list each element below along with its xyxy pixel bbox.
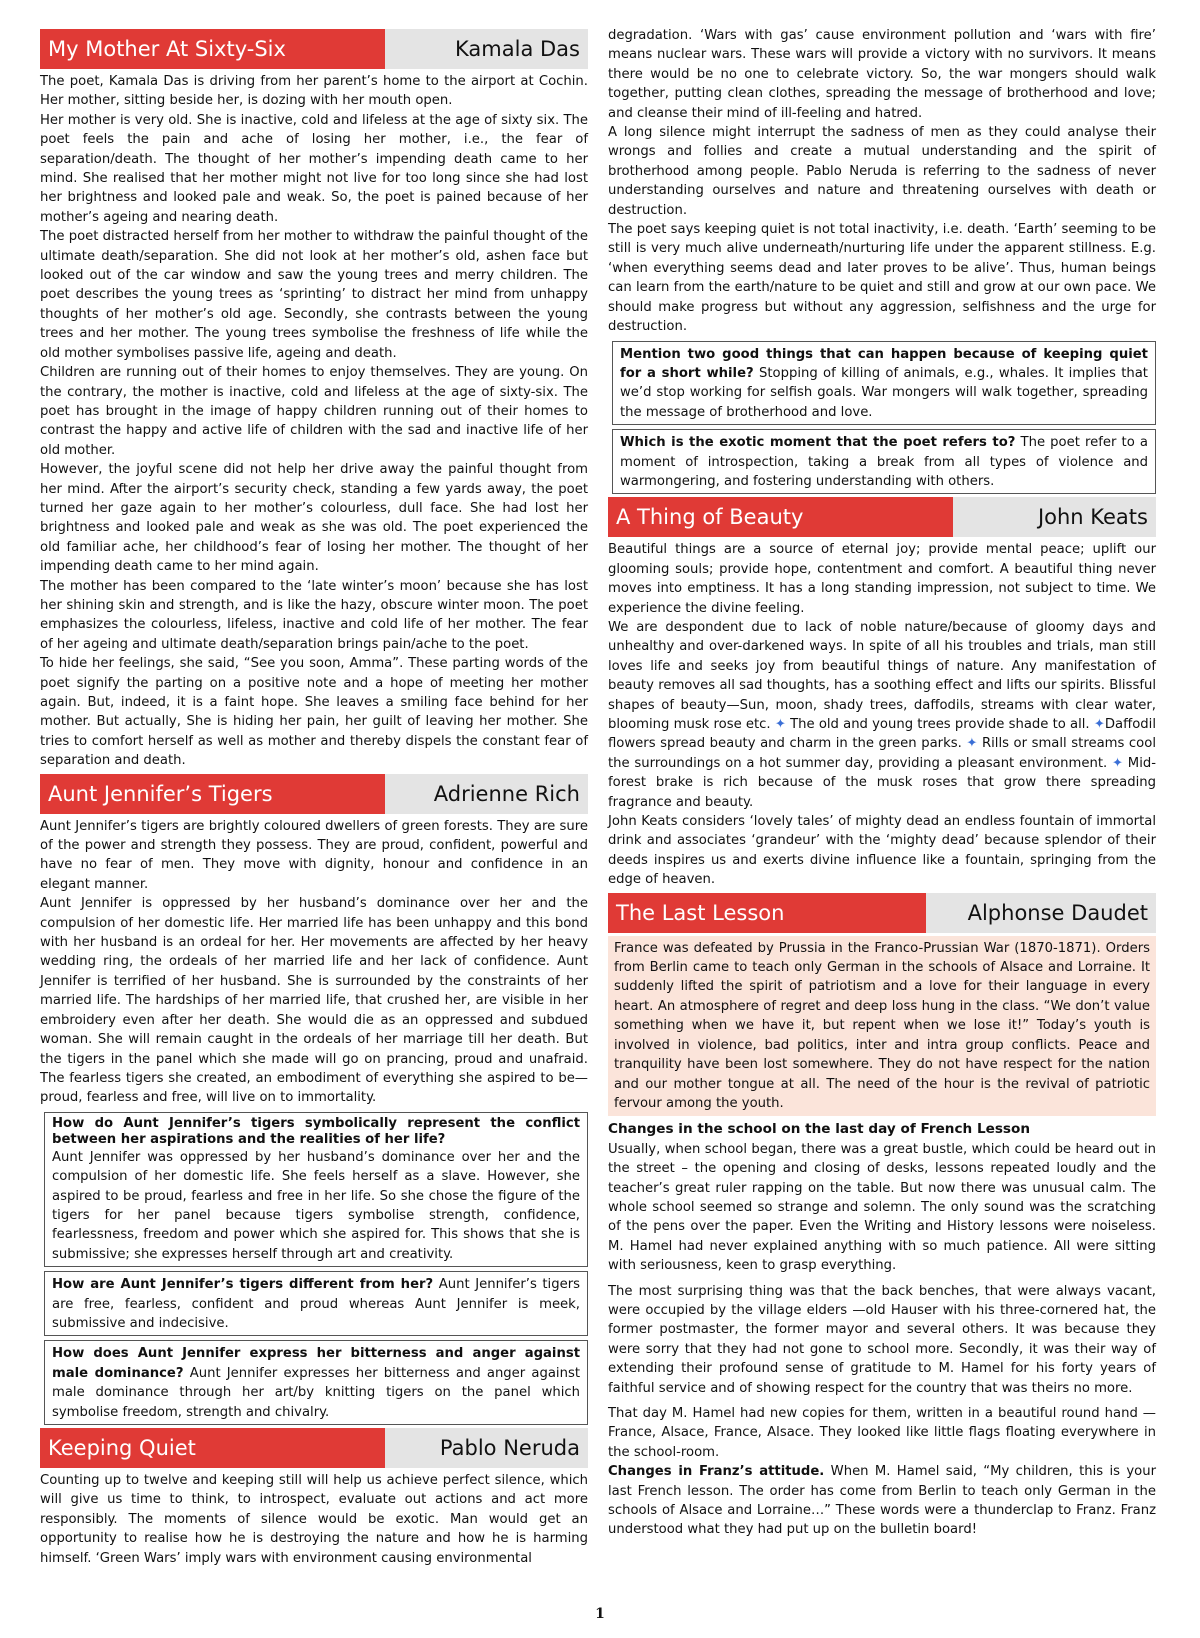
paragraph: To hide her feelings, she said, “See you soon, Amma”. These parting words of the poet signify the parting on a positive note and a hope of meeting her mother again. But, indeed, it is a faint hope. She leaves a smiling face behind for her mother. But actually, She is hiding her pain, her guilt of leaving her mother. She tries to comfort herself as well as mother and thereby dispels the constant fear of separation and death. (40, 656, 588, 769)
section-author: Adrienne Rich (385, 774, 588, 814)
summary-text: France was defeated by Prussia in the Franco-Prussian War (1870-1871). Orders from Berlin came to teach only German in the schools of Alsace and Lorraine. It suddenly lifted the spirit of patriotism and a love for their language in every heart. An atmosphere of regret and deep loss hung in the class. “We don’t value something when we have it, but repent when we lose it!” Today’s youth is involved in violence, bad politics, inter and intra group conflicts. Peace and tranquility have been lost somewhere. They do not have respect for the nation and our mother tongue at all. The need of the hour is the revival of patriotic fervour among the youth. (614, 940, 1150, 1111)
paragraph-text: We are despondent due to lack of noble nature/because of gloomy days and unhealthy and over-darkened ways. In spite of all his troubles and trials, man still loves life and seeks joy from beautiful things of nature. Any manifestation of beauty removes all sad thoughts, has a soothing effect and lifts our spirits. Blissful shapes of beauty—Sun, moon, shady trees, daffodils, streams with clear water, blooming musk rose etc. (608, 619, 1156, 732)
section-header-aunt-jennifer (40, 774, 588, 814)
section-title: The Last Lesson (608, 893, 926, 933)
paragraph: degradation. ‘Wars with gas’ cause environment pollution and ‘wars with fire’ means nuclear wars. These wars will provide a victory with no survivors. It means there would be no one to celebrate victory. So, the war mongers should walk together, putting clean clothes, spreading the message of brotherhood and love; and cleanse their mind of ill-feeling and hatred. (608, 28, 1156, 121)
star-icon: ✦ (1093, 717, 1105, 732)
paragraph: The poet says keeping quiet is not total inactivity, i.e. death. ‘Earth’ seeming to be still is very much alive underneath/nurturing life under the apparent stillness. E.g. ‘when everything seems dead and later proves to be alive’. Thus, human beings can learn from the earth/nature to be quiet and still and grow at our own pace. We should make progress but without any aggression, selfishness and the urge for destruction. (608, 222, 1156, 335)
star-icon: ✦ (966, 736, 978, 752)
answer: The poet refer to a moment of introspection, taking a break from all types of violence and warmongering, and fostering understanding with others. (620, 435, 1148, 489)
paragraph-text: When M. Hamel said, “My children, this is your last French lesson. The order has come from Berlin to teach only German in the schools of Alsace and Lorraine…” These words were a thunderclap to Franz. Franz understood what they had put up on the bulletin board! (608, 1464, 1156, 1538)
qa-text (620, 433, 1148, 491)
section-header-last-lesson (608, 893, 1156, 933)
answer: Aunt Jennifer’s tigers are free, fearless, confident and proud whereas Aunt Jennifer is meek, submissive and indecisive. (52, 1277, 581, 1331)
inline-heading: Changes in Franz’s attitude. (608, 1464, 825, 1480)
section-author: Kamala Das (385, 29, 588, 69)
paragraph: The poet, Kamala Das is driving from her parent’s home to the airport at Cochin. Her mother, sitting beside her, is dozing with her mouth open. (40, 74, 588, 109)
question: How are Aunt Jennifer’s tigers different from her? (52, 1277, 434, 1293)
left-column (40, 26, 588, 1568)
section-header-my-mother (40, 29, 588, 69)
question-box (612, 429, 1156, 494)
paragraph (608, 618, 1156, 812)
star-icon: ✦ (1111, 755, 1124, 771)
paragraph-text: Rills or small streams cool the surroundings on a hot summer day, providing a pleasant environment. (608, 736, 1156, 771)
star-icon: ✦ (774, 717, 786, 732)
paragraph: The most surprising thing was that the back benches, that were always vacant, were occupied by the village elders —old Hauser with his three-cornered hat, the former postmaster, the former mayor and several others. It was because they were sorry that they had not gone to school more. Secondly, it was their way of extending their profound sense of gratitude to M. Hamel for his forty years of faithful service and of showing respect for the country that was theirs no more. (608, 1283, 1156, 1396)
paragraph-text: Mid-forest brake is rich because of the musk roses that grow there spreading fragrance and beauty. (608, 755, 1156, 810)
paragraph: The poet distracted herself from her mother to withdraw the painful thought of the ultimate death/separation. She did not look at her mother’s old, ashen face but looked out of the car window and saw the young trees and merry children. The poet describes the young trees as ‘sprinting’ to distract her mind from unhappy thoughts of her mother’s old age. Secondly, she contrasts between the young trees and her mother. The young trees symbolise the freshness of life while the old mother symbolises passive life, ageing and death. (40, 229, 588, 361)
question-box (44, 1340, 588, 1425)
paragraph: However, the joyful scene did not help her drive away the painful thought from her mind. After the airport’s security check, standing a few yards away, the poet turned her gaze again to her mother’s colourless, dull face. She had lost her brightness and looked pale and weak as she was old. The poet experienced the old familiar ache, her childhood’s fear of losing her mother. The thought of her impending death came to her mind again. (40, 462, 588, 575)
subheading: Changes in the school on the last day of French Lesson (608, 1121, 1031, 1138)
paragraph: Beautiful things are a source of eternal joy; provide mental peace; uplift our glooming souls; provide hope, contentment and comfort. A beautiful thing never moves into emptiness. It has a long standing impression, not subject to time. We experience the divine feeling. (608, 542, 1156, 616)
paragraph: The mother has been compared to the ‘late winter’s moon’ because she has lost her shining skin and strength, and is like the hazy, obscure winter moon. The poet emphasizes the colourless, lifeless, inactive and cold life of her mother. The fear of her ageing and ultimate death/separation brings pain/ache to the poet. (40, 578, 588, 652)
section-title: A Thing of Beauty (608, 497, 953, 537)
section-header-keeping-quiet (40, 1428, 588, 1468)
qa-text (52, 1275, 580, 1333)
section-author: Alphonse Daudet (926, 893, 1156, 933)
paragraph (608, 1462, 1156, 1540)
paragraph: Her mother is very old. She is inactive, cold and lifeless at the age of sixty six. The poet feels the pain and ache of losing her mother, i.e., the fear of separation/death. The thought of her mother’s impending death came to her mind. She realised that her mother might not live for too long since she had lost her brightness and looked pale and weak. So, the poet is pained because of her mother’s ageing and nearing death. (40, 112, 588, 225)
paragraph: Usually, when school began, there was a great bustle, which could be heard out in the street – the opening and closing of desks, lessons repeated loudly and the teacher’s great ruler rapping on the table. But now there was unusual calm. The whole school seemed so strange and solemn. The only sound was the scratching of the pens over the paper. Even the Writing and History lessons were noiseless. M. Hamel had never explained anything with so much patience. All were sitting with seriousness, keen to grasp everything. (608, 1141, 1156, 1274)
question: Which is the exotic moment that the poet refers to? (620, 435, 1016, 451)
paragraph: Aunt Jennifer is oppressed by her husband’s dominance over her and the compulsion of her domestic life. Her married life has been unhappy and this bond with her husband is an ordeal for her. Her movements are affected by her heavy wedding ring, the ordeals of her married life and her lack of confidence. Aunt Jennifer is terrified of her husband. She is surrounded by the constraints of her married life. The hardships of her married life, that crushed her, are visible in her embroidery even after her death. She would die as an oppressed and subdued woman. She will remain caught in the ordeals of her marriage till her death. But the tigers in the panel which she made will go on prancing, proud and unafraid. The fearless tigers she created, an embodiment of everything she aspired to be—proud, fearless and free, will live on to immortality. (40, 896, 588, 1106)
paragraph: Aunt Jennifer’s tigers are brightly coloured dwellers of green forests. They are sure of the power and strength they possess. They are proud, confident, powerful and have no fear of men. They move with dignity, honour and confidence in an elegant manner. (40, 818, 588, 892)
answer: Aunt Jennifer expresses her bitterness and anger against male dominance through her art/by knitting tigers on the panel which symbolise freedom, strength and chivalry. (52, 1365, 580, 1420)
paragraph: Children are running out of their homes to enjoy themselves. They are young. On the contrary, the mother is inactive, cold and lifeless at the age of sixty-six. The poet has brought in the image of happy children running out of their homes to contrast the happy and active life of children with the sad and inactive life of her old mother. (40, 365, 588, 458)
question: Mention two good things that can happen because of keeping quiet for a short while? (620, 346, 1148, 381)
paragraph-text: The old and young trees provide shade to all. (785, 717, 1094, 732)
paragraph: That day M. Hamel had new copies for them, written in a beautiful round hand — France, Alsace, France, Alsace. They looked like little flags floating everywhere in the school-room. (608, 1406, 1156, 1460)
section-title: Aunt Jennifer’s Tigers (40, 774, 385, 814)
answer: Aunt Jennifer was oppressed by her husband’s dominance over her and the compulsion of her domestic life. She feels herself as a slave. However, she aspired to be proud, fearless and free in her life. So she chose the figure of the tigers for her panel because tigers symbolise strength, confidence, fearlessness, freedom and power which she aspired for. This shows that she is submissive; she expresses herself through art and creativity. (52, 1149, 580, 1262)
question: How does Aunt Jennifer express her bitterness and anger against male dominance? (52, 1346, 580, 1381)
question: How do Aunt Jennifer’s tigers symbolically represent the conflict between her aspirations and the realities of her life? (52, 1115, 580, 1147)
section-title: Keeping Quiet (40, 1428, 385, 1468)
answer: Stopping of killing of animals, e.g., whales. It implies that we’d stop working for selfish goals. War mongers will walk together, spreading the message of brotherhood and love. (620, 365, 1148, 420)
paragraph: Counting up to twelve and keeping still will help us achieve perfect silence, which will give us time to think, to introspect, evaluate out actions and act more responsibly. The moments of silence would be exotic. Man would get an opportunity to realise how he is destroying the nature and how he is harming himself. ‘Green Wars’ imply wars with environment causing environmental (40, 1473, 588, 1566)
right-column (608, 26, 1156, 1540)
summary-box (608, 936, 1156, 1117)
section-header-thing-of-beauty (608, 497, 1156, 537)
question-box (44, 1112, 588, 1267)
section-title: My Mother At Sixty-Six (40, 29, 385, 69)
question-box (612, 341, 1156, 426)
section-author: Pablo Neruda (385, 1428, 588, 1468)
paragraph: A long silence might interrupt the sadness of men as they could analyse their wrongs and follies and create a mutual understanding and the spirit of brotherhood among people. Pablo Neruda is referring to the sadness of never understanding ourselves and nature and threatening ourselves with death or destruction. (608, 125, 1156, 218)
page-number: 1 (595, 1606, 605, 1622)
section-author: John Keats (953, 497, 1156, 537)
question-box (44, 1271, 588, 1336)
qa-text (620, 345, 1148, 423)
paragraph-text: Daffodil flowers spread beauty and charm in the green parks. (608, 717, 1156, 752)
paragraph: John Keats considers ‘lovely tales’ of mighty dead an endless fountain of immortal drink and associates ‘grandeur’ with the ‘mighty dead’ because splendor of their deeds inspires us and exerts divine influence like a fountain, springing from the edge of heaven. (608, 814, 1156, 888)
qa-text (52, 1344, 580, 1422)
